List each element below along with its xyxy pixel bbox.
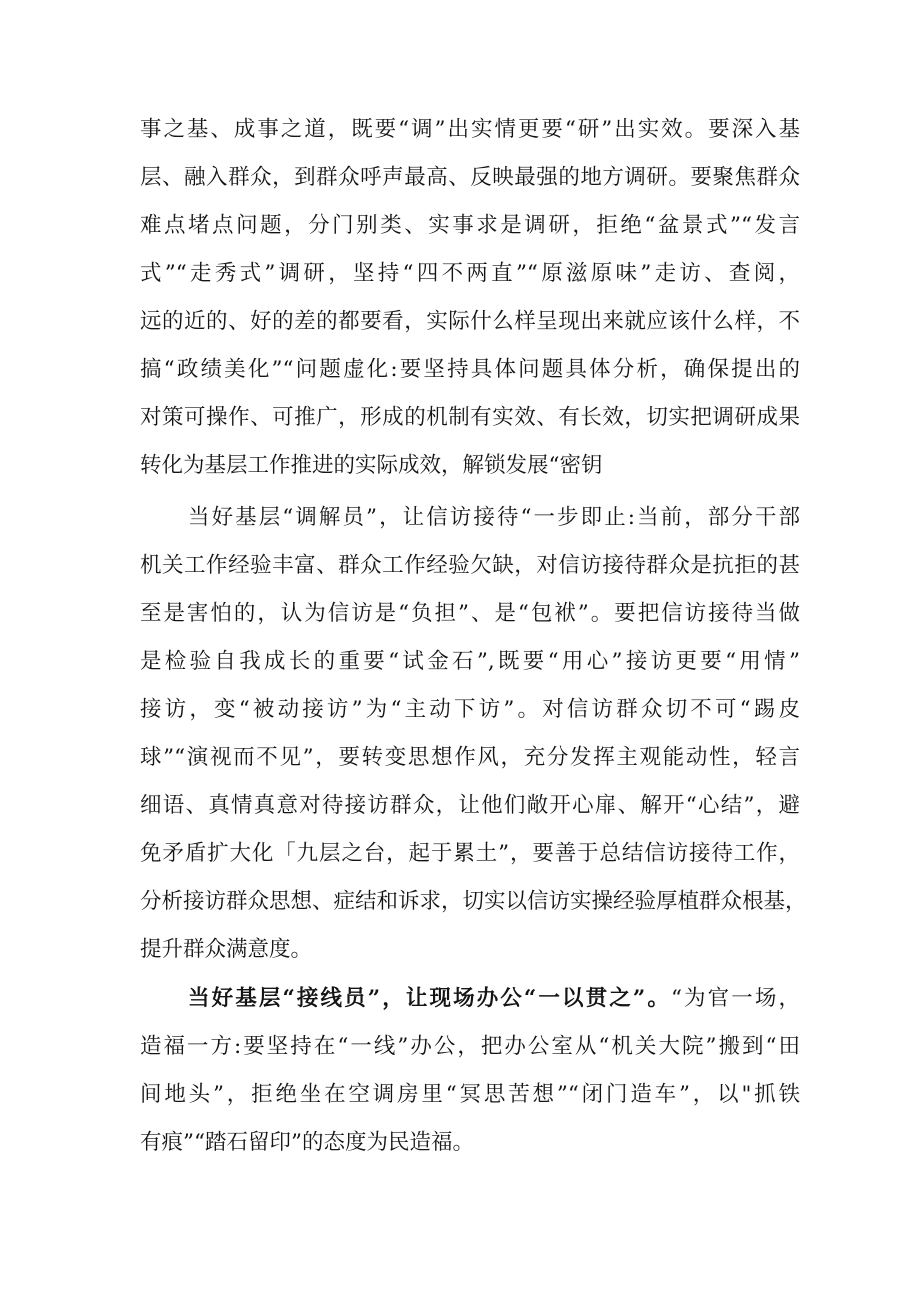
text-line-rest: “为官一场， [670, 986, 801, 1011]
text-line: 式”“走秀式”调研，坚持“四不两直”“原滋原味”走访、查阅， [140, 261, 800, 286]
text-line: 细语、真情真意对待接访群众，让他们敞开心扉、解开“心结”，避 [140, 793, 800, 818]
bold-lead-sentence: 当好基层“接线员”，让现场办公“一以贯之”。 [188, 986, 671, 1011]
text-line: 事之基、成事之道，既要“调”出实情更要“研”出实效。要深入基 [140, 117, 800, 142]
text-line: 分析接访群众思想、症结和诉求，切实以信访实操经验厚植群众根基， [140, 889, 807, 914]
text-line: 免矛盾扩大化「九层之台，起于累土”，要善于总结信访接待工作， [140, 841, 800, 866]
text-line: 提升群众满意度。 [140, 937, 313, 962]
text-line: 远的近的、好的差的都要看，实际什么样呈现出来就应该什么样，不 [140, 309, 800, 334]
text-line: 转化为基层工作推进的实际成效，解锁发展“密钥 [140, 453, 603, 478]
text-line: 对策可操作、可推广，形成的机制有实效、有长效，切实把调研成果 [140, 405, 800, 430]
text-line: 难点堵点问题，分门别类、实事求是调研，拒绝“盆景式”“发言 [140, 213, 800, 238]
text-line: 搞“政绩美化”“问题虚化:要坚持具体问题具体分析，确保提出的 [140, 357, 800, 382]
text-line: 有痕”“踏石留印”的态度为民造福。 [140, 1130, 474, 1155]
text-line: 当好基层“调解员”，让信访接待“一步即止:当前，部分干部 [188, 505, 800, 530]
document-body [140, 106, 807, 1167]
text-line: 至是害怕的，认为信访是“负担”、是“包袱”。要把信访接待当做 [140, 601, 800, 626]
paragraph-petition [140, 494, 807, 974]
text-line: 造福一方:要坚持在“一线”办公，把办公室从“机关大院”搬到“田 [140, 1034, 800, 1059]
paragraph-research [140, 106, 800, 490]
text-line: 球”“演视而不见”，要转变思想作风，充分发挥主观能动性，轻言 [140, 745, 800, 770]
text-line: 层、融入群众，到群众呼声最高、反映最强的地方调研。要聚焦群众 [140, 165, 800, 190]
text-line: 机关工作经验丰富、群众工作经验欠缺，对信访接待群众是抗拒的甚 [140, 553, 800, 578]
text-line: 接访，变“被动接访”为“主动下访”。对信访群众切不可“踢皮 [140, 697, 800, 722]
text-line [140, 975, 800, 1023]
text-line: 是检验自我成长的重要“试金石”,既要“用心”接访更要“用情” [140, 649, 800, 674]
paragraph-onsite-office [140, 975, 800, 1167]
text-line: 间地头”，拒绝坐在空调房里“冥思苦想”“闭门造车”，以"抓铁 [140, 1082, 800, 1107]
